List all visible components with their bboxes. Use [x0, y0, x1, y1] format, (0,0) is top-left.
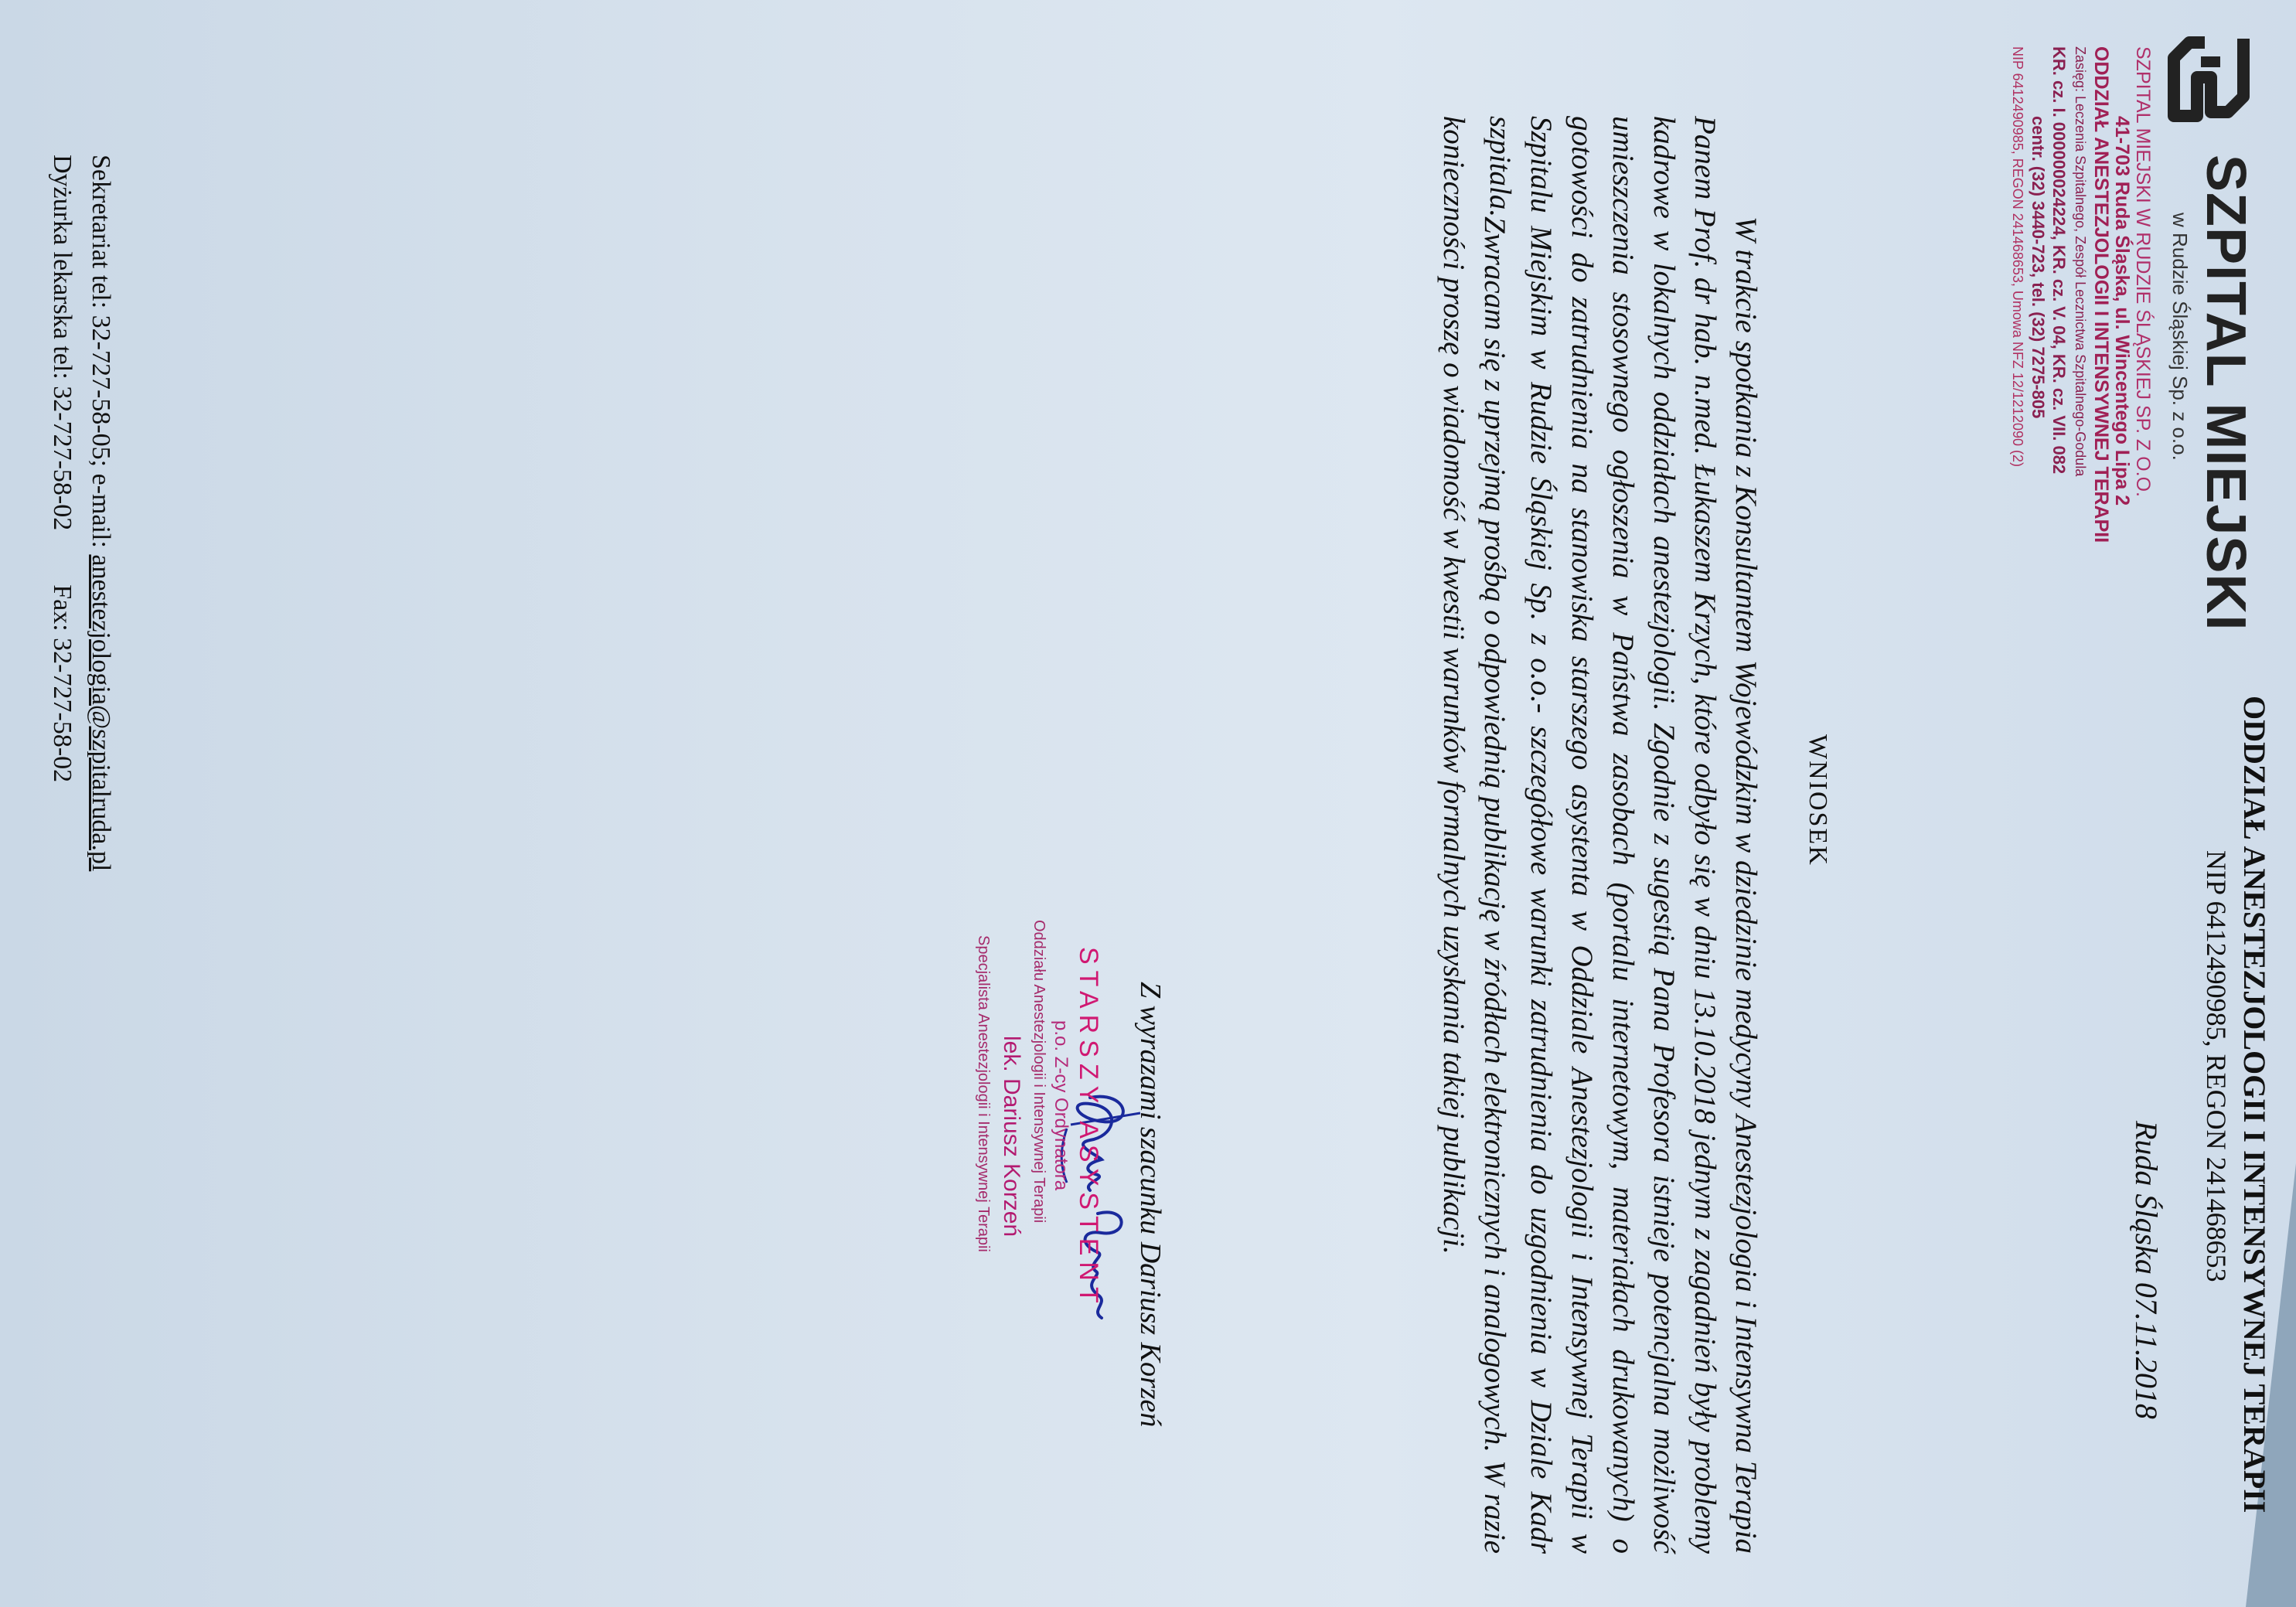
hospital-subtitle: w Rudzie Śląskiej Sp. z o.o.: [2168, 213, 2192, 461]
address-stamp-line: KR. cz. I. 000000024224, KR. cz. V. 04, KR. cz. VII. 082: [2049, 46, 2069, 475]
signature-stamp-line: p.o. Z-cy Ordynatora: [1051, 1020, 1071, 1191]
signature-stamp-title: STARSZY ASYSTENT: [1074, 947, 1103, 1309]
department-ids: NIP 6412490985, REGON 241468653: [2201, 850, 2232, 1282]
address-stamp-line: centr. (32) 3440-723, tel. (32) 7275-805: [2029, 116, 2048, 419]
hospital-name: SZPITAL MIEJSKI: [2195, 155, 2257, 632]
footer-duty-room: Dyżurka lekarska tel: 32-727-58-02: [48, 155, 77, 531]
department-title: ODDZIAŁ ANESTEZJOLOGII I INTENSYWNEJ TERAPII: [2237, 696, 2272, 1513]
date-line: Ruda Śląska 07.11.2018: [2129, 1121, 2164, 1419]
signature-stamp-line: Specjalista Anestezjologii i Intensywnej Terapii: [975, 935, 992, 1252]
hospital-logo-icon: [2158, 23, 2259, 131]
signature-stamp-name: lek. Dariusz Korzeń: [999, 1036, 1024, 1238]
footer-line-secretariat: [81, 155, 120, 871]
signature-stamp-line: Oddziału Anestezjologii i Intensywnej Terapii: [1030, 920, 1048, 1224]
email-link[interactable]: anestezjologia@szpitalruda.pl: [87, 554, 115, 872]
closing-line: Z wyrazami szacunku Dariusz Korzeń: [1134, 982, 1167, 1428]
footer: [43, 155, 120, 871]
address-stamp-line: ODDZIAŁ ANESTEZJOLOGII I INTENSYWNEJ TERAPII: [2090, 46, 2112, 543]
body-paragraph: Zwracam się z uprzejmą prośbą o odpowiednią publikację w źródłach elektronicznych i analogowych. W razie konieczności proszę o wiadomość w kwestii warunków formalnych uzyskania takiej publikacji.: [1437, 116, 1511, 1554]
address-stamp-line: SZPITAL MIEJSKI W RUDZIE ŚLĄSKIEJ SP. Z O.O.: [2132, 46, 2154, 497]
address-stamp-line: NIP 6412490985, REGON 241468653, Umowa NFZ 12/1212090 (2): [2010, 46, 2025, 467]
address-stamp-line: Zasięg: Leczenia Szpitalnego, Zespół Lecznictwa Szpitalnego-Godula: [2073, 46, 2088, 477]
signature-stamp: [973, 912, 1105, 1345]
address-stamp: [2007, 46, 2153, 587]
footer-secretariat: Sekretariat tel: 32-727-58-05; e-mail:: [87, 155, 115, 548]
footer-line-duty: [43, 155, 81, 871]
body-paragraph: W trakcie spotkania z Konsultantem Wojewódzkim w dziedzinie medycyny Anestezjologia i Intensywna Terapia Panem Prof. dr hab. n.med. Łukaszem Krzych, które odbyło się w dniu 13.10.2018 jednym z zagadnień były problemy kadrowe w lokalnych oddziałach anestezjologii. Zgodnie z sugestią Pana Profesora istnieje potencjalna możliwość umieszczenia stosownego ogłoszenia w Państwa zasobach (portalu internetowym, materiałach drukowanych) o gotowości do zatrudnienia na stanowiska starszego asystenta w Oddziale Anestezjologii i Intensywnej Terapii w Szpitalu Miejskim w Rudzie Śląskiej Sp. z o.o.- szczegółowe warunki zatrudnienia do uzgodnienia w Dziale Kadr szpitala.: [1484, 116, 1763, 1554]
document-heading: WNIOSEK: [1804, 734, 1832, 866]
address-stamp-line: 41-703 Ruda Śląska, ul. Wincentego Lipa 2: [2111, 116, 2133, 506]
footer-fax: Fax: 32-727-58-02: [48, 584, 77, 783]
